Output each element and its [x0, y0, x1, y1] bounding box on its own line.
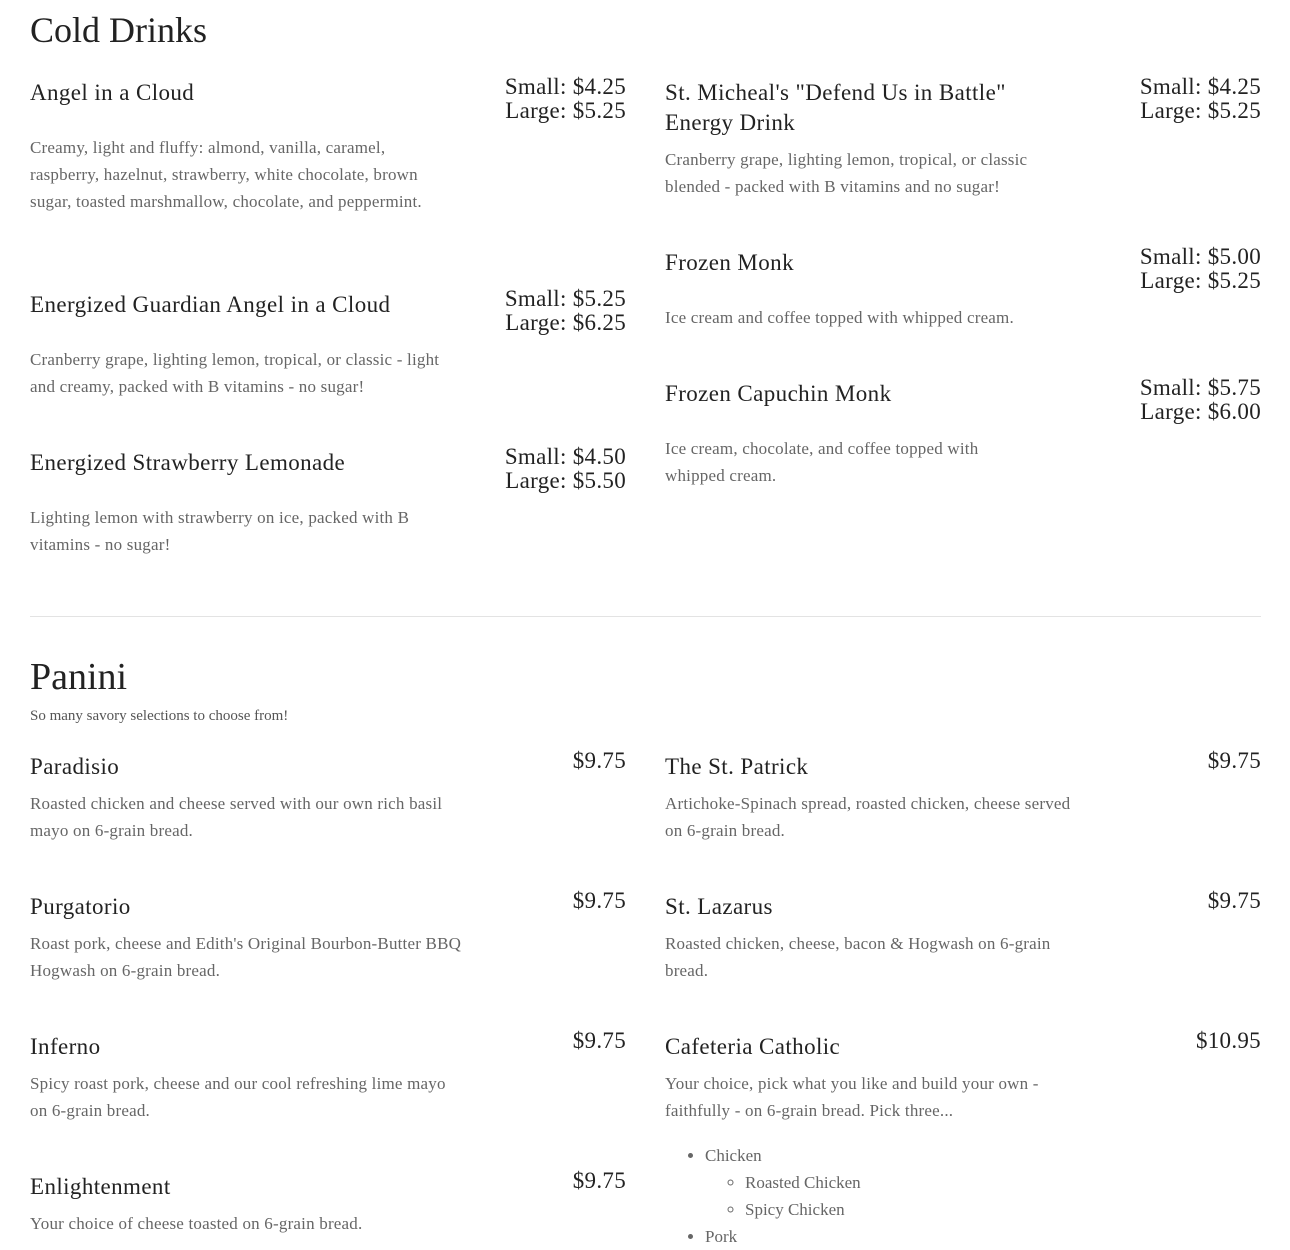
item-description: Roast pork, cheese and Edith's Original Bourbon-Butter BBQ Hogwash on 6-grain bread.	[30, 934, 462, 980]
price-large: Large: $5.25	[1140, 268, 1261, 293]
price: $9.75	[1207, 748, 1261, 773]
price-small: Small: $4.25	[1139, 74, 1261, 99]
item-price	[573, 1029, 626, 1053]
option-spicy-chicken: ◦ Spicy Chicken	[745, 1196, 861, 1223]
price-large: Large: $5.50	[505, 468, 626, 493]
option-roasted-chicken: ◦ Roasted Chicken	[745, 1169, 861, 1196]
item-price	[1140, 376, 1261, 424]
price-large: Large: $5.25	[1140, 98, 1261, 123]
item-name: The St. Patrick	[665, 754, 809, 779]
item-description: Your choice, pick what you like and build your own - faithfully - on 6-grain bread. Pick three...	[665, 1074, 1039, 1120]
item-name: Paradisio	[30, 754, 120, 779]
item-price	[505, 75, 626, 123]
menu-item-cafeteria-catholic	[665, 1028, 1261, 1246]
item-name: Energized Guardian Angel in a Cloud	[30, 292, 391, 317]
price: $9.75	[572, 1028, 626, 1053]
item-name: Angel in a Cloud	[30, 80, 195, 105]
price: $9.75	[572, 1168, 626, 1193]
price: $9.75	[572, 888, 626, 913]
item-description: Ice cream and coffee topped with whipped cream.	[665, 308, 1014, 327]
price: $9.75	[572, 748, 626, 773]
price-large: Large: $6.25	[505, 310, 626, 335]
item-name: St. Micheal's "Defend Us in Battle" Energy Drink	[665, 80, 1006, 135]
item-description: Roasted chicken, cheese, bacon & Hogwash on 6-grain bread.	[665, 934, 1051, 980]
item-name: Inferno	[30, 1034, 101, 1059]
price-small: Small: $5.25	[504, 286, 626, 311]
item-description: Your choice of cheese toasted on 6-grain bread.	[30, 1214, 363, 1233]
item-description: Ice cream, chocolate, and coffee topped with whipped cream.	[665, 439, 979, 485]
item-price	[1208, 889, 1261, 913]
price-small: Small: $4.25	[504, 74, 626, 99]
item-description: Spicy roast pork, cheese and our cool refreshing lime mayo on 6-grain bread.	[30, 1074, 446, 1120]
option-group-label: Chicken	[705, 1146, 762, 1165]
price-large: Large: $5.25	[505, 98, 626, 123]
item-price	[505, 287, 626, 335]
item-price	[1208, 749, 1261, 773]
price-large: Large: $6.00	[1140, 399, 1261, 424]
price-small: Small: $4.50	[504, 444, 626, 469]
item-price	[1140, 245, 1261, 293]
item-price	[573, 889, 626, 913]
price-small: Small: $5.00	[1139, 244, 1261, 269]
item-price	[573, 749, 626, 773]
section-divider	[30, 616, 1261, 617]
cold-drinks-title: Cold Drinks	[30, 10, 208, 50]
item-description: Roasted chicken and cheese served with our own rich basil mayo on 6-grain bread.	[30, 794, 443, 840]
item-description: Artichoke-Spinach spread, roasted chicken, cheese served on 6-grain bread.	[665, 794, 1071, 840]
item-description: Lighting lemon with strawberry on ice, packed with B vitamins - no sugar!	[30, 508, 410, 554]
option-group-pork: • Pork	[705, 1223, 861, 1250]
item-name: Enlightenment	[30, 1174, 171, 1199]
item-name: Frozen Monk	[665, 250, 794, 275]
price: $10.95	[1195, 1028, 1261, 1053]
panini-subtitle: So many savory selections to choose from!	[30, 708, 289, 724]
item-name: Cafeteria Catholic	[665, 1034, 841, 1059]
item-name: Purgatorio	[30, 894, 131, 919]
item-price	[1140, 75, 1261, 123]
panini-title: Panini	[30, 656, 128, 698]
option-sublist	[705, 1169, 861, 1223]
options-list	[665, 1142, 861, 1250]
item-price	[505, 445, 626, 493]
option-group-chicken	[705, 1142, 861, 1223]
item-name: Frozen Capuchin Monk	[665, 381, 892, 406]
item-description: Cranberry grape, lighting lemon, tropical, or classic blended - packed with B vitamins and no sugar!	[665, 150, 1028, 196]
item-description: Creamy, light and fluffy: almond, vanilla, caramel, raspberry, hazelnut, strawberry, white chocolate, brown sugar, toasted marshmallow, chocolate, and peppermint.	[30, 138, 422, 211]
price: $9.75	[1207, 888, 1261, 913]
item-price	[573, 1169, 626, 1193]
item-price	[1196, 1029, 1261, 1053]
price-small: Small: $5.75	[1139, 375, 1261, 400]
item-description: Cranberry grape, lighting lemon, tropical, or classic - light and creamy, packed with B vitamins - no sugar!	[30, 350, 440, 396]
item-name: St. Lazarus	[665, 894, 773, 919]
item-name: Energized Strawberry Lemonade	[30, 450, 346, 475]
